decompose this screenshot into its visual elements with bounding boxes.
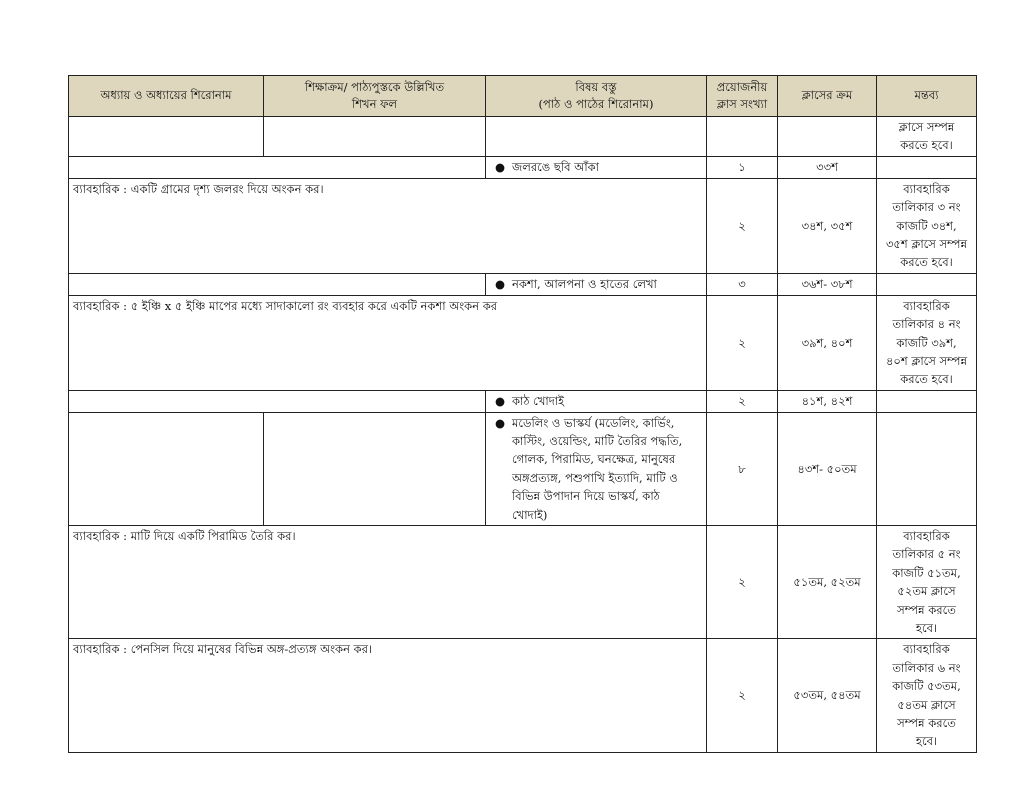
table-row — [69, 156, 977, 178]
bullet-icon: ● — [495, 415, 506, 430]
classes-cell: ১ — [707, 156, 778, 178]
order-cell: ৩৪শ, ৩৫শ — [778, 178, 877, 273]
classes-cell: ২ — [707, 178, 778, 273]
classes-cell: ৩ — [707, 273, 778, 295]
table-row — [69, 639, 977, 752]
order-cell: ৫৩তম, ৫৪তম — [778, 639, 877, 752]
content-cell: ● নকশা, আলপনা ও হাতের লেখা — [486, 273, 707, 295]
table-row — [69, 412, 977, 525]
bullet-icon: ● — [495, 393, 506, 408]
remarks-cell: ব্যাবহারিক তালিকার ৫ নং কাজটি ৫১তম, ৫২তম ক্লাসে সম্পন্ন করতে হবে। — [877, 526, 977, 639]
table-row — [69, 390, 977, 412]
classes-cell: ২ — [707, 295, 778, 390]
table-row — [69, 178, 977, 273]
bullet-icon: ● — [495, 159, 506, 174]
remarks-cell: ব্যাবহারিক তালিকার ৬ নং কাজটি ৫৩তম, ৫৪তম ক্লাসে সম্পন্ন করতে হবে। — [877, 639, 977, 752]
remarks-cell: ব্যাবহারিক তালিকার ৪ নং কাজটি ৩৯শ, ৪০শ ক্লাসে সম্পন্ন করতে হবে। — [877, 295, 977, 390]
header-chapter: অধ্যায় ও অধ্যায়ের শিরোনাম — [69, 76, 264, 117]
table-row — [69, 526, 977, 639]
header-required-classes: প্রয়োজনীয় ক্লাস সংখ্যা — [707, 76, 778, 117]
table-row — [69, 295, 977, 390]
content-cell: ● জলরঙে ছবি আঁকা — [486, 156, 707, 178]
header-class-order: ক্লাসের ক্রম — [778, 76, 877, 117]
order-cell: ৩৩শ — [778, 156, 877, 178]
order-cell: ৪১শ, ৪২শ — [778, 390, 877, 412]
classes-cell: ২ — [707, 526, 778, 639]
classes-cell: ২ — [707, 639, 778, 752]
header-content: বিষয় বস্তু (পাঠ ও পাঠের শিরোনাম) — [486, 76, 707, 117]
practical-task: ব্যাবহারিক : মাটি দিয়ে একটি পিরামিড তৈরি কর। — [69, 526, 707, 639]
order-cell: ৪৩শ- ৫০তম — [778, 412, 877, 525]
table-row — [69, 273, 977, 295]
classes-cell: ৮ — [707, 412, 778, 525]
table-header-row — [69, 76, 977, 117]
remarks-cell: ব্যাবহারিক তালিকার ৩ নং কাজটি ৩৪শ, ৩৫শ ক্লাসে সম্পন্ন করতে হবে। — [877, 178, 977, 273]
header-learning-outcome: শিক্ষাক্রম/ পাঠ্যপুস্তকে উল্লিখিত শিখন ফল — [264, 76, 486, 117]
bullet-icon: ● — [495, 276, 506, 291]
order-cell: ৩৯শ, ৪০শ — [778, 295, 877, 390]
classes-cell: ২ — [707, 390, 778, 412]
table-row — [69, 117, 977, 157]
order-cell: ৫১তম, ৫২তম — [778, 526, 877, 639]
content-cell: ● কাঠ খোদাই — [486, 390, 707, 412]
order-cell: ৩৬শ- ৩৮শ — [778, 273, 877, 295]
practical-task: ব্যাবহারিক : ৫ ইঞ্চি x ৫ ইঞ্চি মাপের মধ্যে সাদাকালো রং ব্যবহার করে একটি নকশা অংকন কর — [69, 295, 707, 390]
syllabus-table — [68, 75, 977, 753]
practical-task: ব্যাবহারিক : পেনসিল দিয়ে মানুষের বিভিন্ন অঙ্গ-প্রত্যঙ্গ অংকন কর। — [69, 639, 707, 752]
remarks-cell: ক্লাসে সম্পন্ন করতে হবে। — [877, 117, 977, 157]
practical-task: ব্যাবহারিক : একটি গ্রামের দৃশ্য জলরং দিয়ে অংকন কর। — [69, 178, 707, 273]
header-remarks: মন্তব্য — [877, 76, 977, 117]
content-cell: ● মডেলিং ও ভাস্কর্য (মডেলিং, কার্ভিং, কাস্টিং, ওয়েল্ডিং, মাটি তৈরির পদ্ধতি, গোলক, পিরামিড, ঘনক্ষেত্র, মানুষের অঙ্গপ্রত্যঙ্গ, পশুপাখি ইত্যাদি, মাটি ও বিভিন্ন উপাদান দিয়ে ভাস্কর্য, কাঠ খোদাই) — [486, 412, 707, 525]
